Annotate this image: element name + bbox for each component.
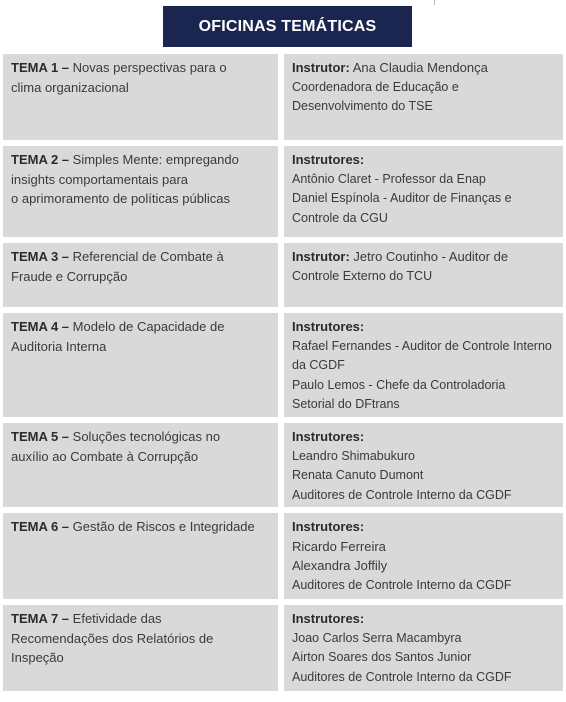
instructor-text: Leandro Shimabukuro: [292, 448, 415, 463]
tema-text: Inspeção: [11, 650, 64, 665]
tema-text: Novas perspectivas para o: [72, 60, 227, 75]
instructor-text: Alexandra Joffily: [292, 558, 388, 573]
table-row: [3, 423, 563, 507]
table-row: [3, 605, 563, 691]
instructor-cell: [284, 423, 563, 507]
tema-text: Soluções tecnológicas no: [72, 429, 221, 444]
page-title: OFICINAS TEMÁTICAS: [163, 6, 412, 47]
tema-text: Auditoria Interna: [11, 338, 107, 354]
table-row: [3, 513, 563, 599]
instructor-label: Instrutor:: [292, 60, 350, 75]
workshop-table: [3, 54, 563, 697]
tema-text: auxílio ao Combate à Corrupção: [11, 448, 199, 464]
instructor-label: Instrutores:: [292, 519, 365, 534]
tema-text: Simples Mente: empregando: [72, 152, 239, 167]
instructor-text: Controle Externo do TCU: [292, 268, 433, 283]
instructor-label: Instrutores:: [292, 152, 365, 167]
instructor-text: Auditores de Controle Interno da CGDF: [292, 487, 512, 502]
instructor-text: Coordenadora de Educação e: [292, 79, 459, 94]
tema-text: clima organizacional: [11, 79, 129, 95]
tema-text: Referencial de Combate à: [72, 249, 224, 264]
table-row: [3, 146, 563, 237]
table-row: [3, 313, 563, 417]
tema-text: Gestão de Riscos e Integridade: [72, 519, 255, 534]
instructor-text: Ana Claudia Mendonça: [352, 60, 488, 75]
instructor-cell: [284, 54, 563, 140]
instructor-label: Instrutor:: [292, 249, 350, 264]
tema-cell: [3, 513, 278, 599]
instructor-cell: [284, 605, 563, 691]
instructor-text: Joao Carlos Serra Macambyra: [292, 630, 462, 645]
instructor-text: Airton Soares dos Santos Junior: [292, 650, 472, 664]
instructor-text: da CGDF: [292, 358, 345, 372]
instructor-text: Auditores de Controle Interno da CGDF: [292, 669, 512, 684]
tema-text: Modelo de Capacidade de: [72, 319, 225, 334]
tema-text: Fraude e Corrupção: [11, 268, 128, 284]
instructor-text: Auditores de Controle Interno da CGDF: [292, 577, 512, 592]
tema-cell: [3, 423, 278, 507]
tema-label: TEMA 4 –: [11, 319, 70, 334]
tema-text: Recomendações dos Relatórios de: [11, 630, 214, 646]
tema-cell: [3, 605, 278, 691]
tema-label: TEMA 5 –: [11, 429, 70, 444]
instructor-label: Instrutores:: [292, 429, 365, 444]
instructor-text: Antônio Claret - Professor da Enap: [292, 171, 486, 186]
tema-label: TEMA 2 –: [11, 152, 70, 167]
tema-cell: [3, 313, 278, 417]
instructor-label: Instrutores:: [292, 319, 365, 334]
instructor-text: Setorial do DFtrans: [292, 397, 400, 411]
instructor-text: Renata Canuto Dumont: [292, 468, 424, 482]
tema-label: TEMA 1 –: [11, 60, 70, 75]
top-tick-mark: [434, 0, 435, 5]
instructor-cell: [284, 146, 563, 237]
instructor-text: Paulo Lemos - Chefe da Controladoria: [292, 377, 506, 392]
tema-label: TEMA 7 –: [11, 611, 70, 626]
tema-cell: [3, 243, 278, 307]
instructor-label: Instrutores:: [292, 611, 365, 626]
tema-text: Efetividade das: [72, 611, 162, 626]
instructor-cell: [284, 513, 563, 599]
instructor-text: Rafael Fernandes - Auditor de Controle Interno: [292, 338, 552, 353]
tema-cell: [3, 146, 278, 237]
instructor-text: Daniel Espínola - Auditor de Finanças e: [292, 191, 512, 205]
instructor-text: Desenvolvimento do TSE: [292, 99, 433, 113]
table-row: [3, 243, 563, 307]
tema-cell: [3, 54, 278, 140]
instructor-text: Ricardo Ferreira: [292, 538, 386, 554]
instructor-text: Jetro Coutinho - Auditor de: [353, 249, 509, 264]
table-row: [3, 54, 563, 140]
tema-text: o aprimoramento de políticas públicas: [11, 191, 230, 206]
tema-text: insights comportamentais para: [11, 171, 189, 187]
instructor-cell: [284, 313, 563, 417]
instructor-text: Controle da CGU: [292, 210, 388, 225]
tema-label: TEMA 3 –: [11, 249, 70, 264]
tema-label: TEMA 6 –: [11, 519, 70, 534]
instructor-cell: [284, 243, 563, 307]
